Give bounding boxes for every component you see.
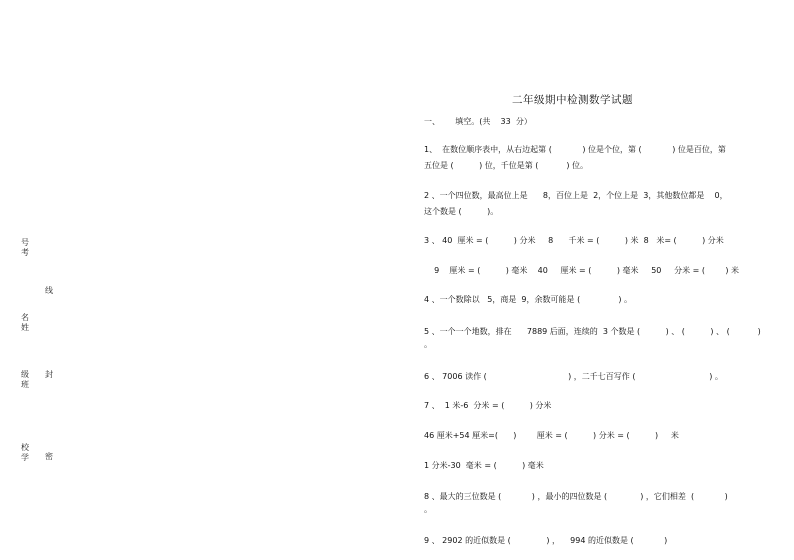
question-line: 6 、 7006 读作 ( ) ，二千七百写作 ( ) 。 [424,372,723,381]
binding-char: 学 [21,453,29,462]
question-line: 7 、 1 米-6 分米 = ( ) 分米 [424,401,552,410]
exam-sheet [424,0,786,560]
binding-char: 号 [21,238,29,247]
binding-char: 密 [45,452,53,461]
question-line: 五位是 ( ) 位，千位是第 ( ) 位。 [424,161,589,170]
question-line: 1、 在数位顺序表中，从右边起第 ( ) 位是个位，第 ( ) 位是百位，第 [424,145,726,154]
question-line: 这个数是 ( )。 [424,207,499,216]
question-line: 5 、一个一个地数，排在 7889 后面，连续的 3 个数是 ( ) 、 ( ) 、 ( ) [424,327,761,336]
section-heading: 一、 填空。(共 33 分） [424,117,532,126]
question-line: 9 、 2902 的近似数是 ( ) ， 994 的近似数是 ( ) [424,536,668,545]
question-line: 46 厘米+54 厘米=( ) 厘米 = ( ) 分米 = ( ) 米 [424,431,679,440]
question-line: 。 [424,340,432,349]
binding-margin [0,0,90,560]
binding-char: 班 [21,380,29,389]
question-line: 9 厘米 = ( ) 毫米 40 厘米 = ( ) 毫米 50 分米 = ( ) 米 [424,266,740,275]
binding-char: 封 [45,370,53,379]
question-line: 。 [424,505,432,514]
binding-char: 名 [21,313,29,322]
binding-char: 线 [45,286,53,295]
exam-title: 二年级期中检测数学试题 [512,94,633,106]
binding-char: 姓 [21,323,29,332]
binding-char: 考 [21,248,29,257]
question-line: 1 分米-30 毫米 = ( ) 毫米 [424,461,544,470]
question-line: 2 、一个四位数，最高位上是 8，百位上是 2，个位上是 3，其他数位都是 0， [424,191,728,200]
question-line: 4 、一个数除以 5，商是 9，余数可能是 ( ) 。 [424,295,632,304]
binding-char: 校 [21,443,29,452]
question-line: 8 、最大的三位数是 ( ) ，最小的四位数是 ( ) ，它们相差 ( ) [424,492,728,501]
question-line: 3 、 40 厘米 = ( ) 分米 8 千米 = ( ) 米 8 米= ( ) 分米 [424,236,724,245]
binding-char: 级 [21,370,29,379]
